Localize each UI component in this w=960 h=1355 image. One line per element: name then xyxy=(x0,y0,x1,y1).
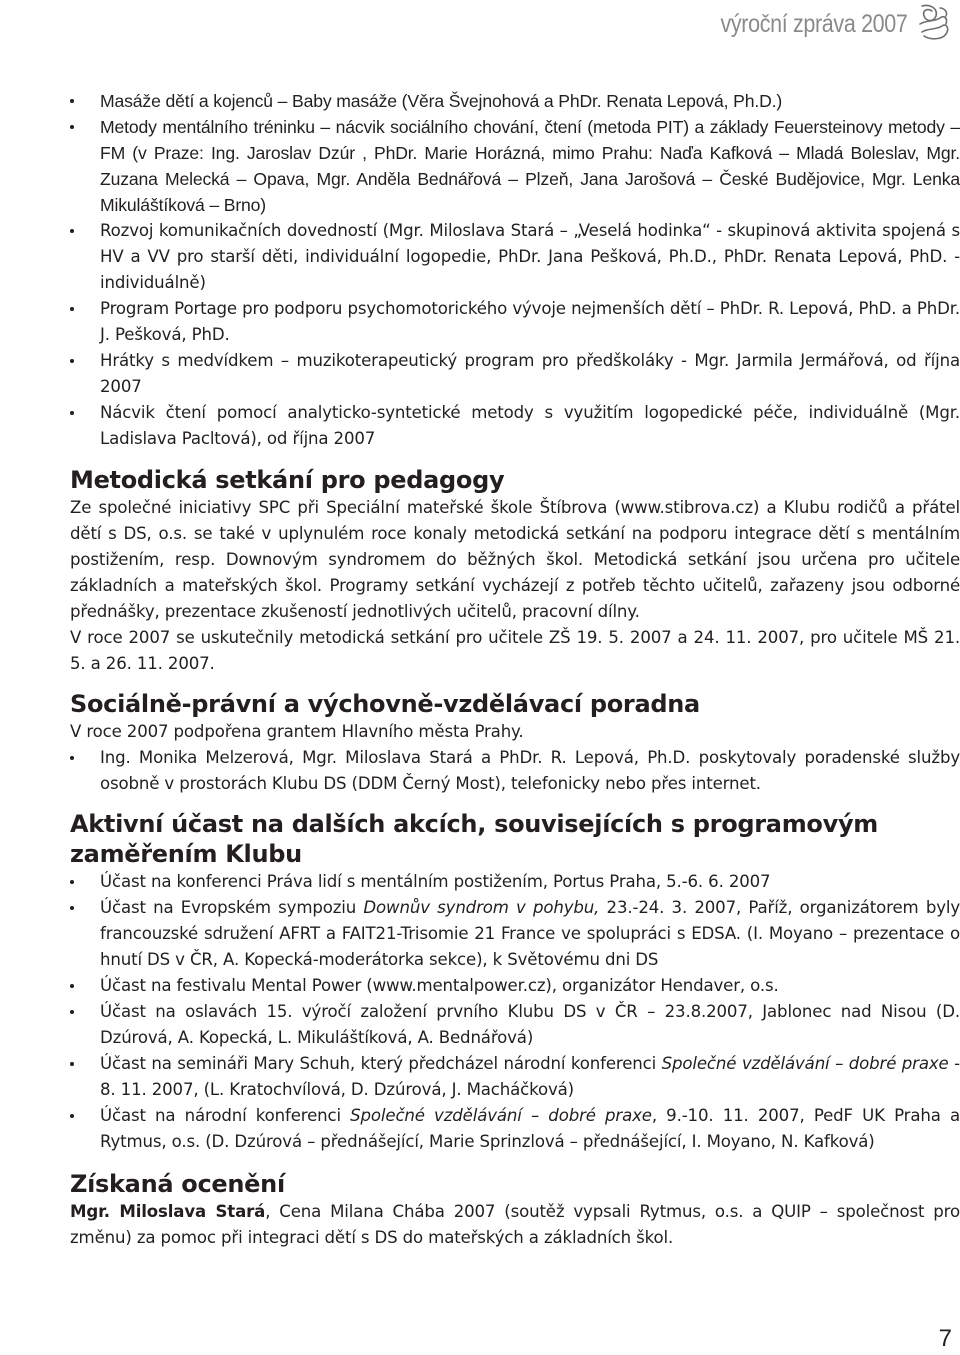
list-item: Program Portage pro podporu psychomotorického vývoje nejmenších dětí – PhDr. R. Lepová, PhD. a PhDr. J. Pešková, PhD. xyxy=(70,296,960,348)
list-item: Nácvik čtení pomocí analyticko-syntetické metody s využitím logopedické péče, individuálně (Mgr. Ladislava Pacltová), od října 2007 xyxy=(70,400,960,452)
report-title: výroční zpráva 2007 xyxy=(720,9,908,38)
counseling-list xyxy=(70,745,960,797)
list-item: Ing. Monika Melzerová, Mgr. Miloslava Stará a PhDr. R. Lepová, Ph.D. poskytovaly poradenské služby osobně v prostorách Klubu DS (DDM Černý Most), telefonicky nebo přes internet. xyxy=(70,745,960,797)
item-text: - 8. 11. 2007, (L. Kratochvílová, D. Dzúrová, J. Macháčková) xyxy=(100,1054,960,1099)
page-number: 7 xyxy=(938,1325,952,1352)
list-item: Hrátky s medvídkem – muzikoterapeutický program pro předškoláky - Mgr. Jarmila Jermářová, od října 2007 xyxy=(70,348,960,400)
item-text: Účast na Evropském sympoziu xyxy=(100,898,364,917)
award-text: , Cena Milana Chába 2007 (soutěž vypsali Rytmus, o.s. a QUIP – společnost pro změnu) za pomoc při integraci dětí s DS do mateřských a základních škol. xyxy=(70,1202,960,1247)
item-text: , 9.-10. 11. 2007, PedF UK Praha a Rytmus, o.s. (D. Dzúrová – přednášející, Marie Sprinzlová – přednášející, I. Moyano, N. Kafková) xyxy=(100,1106,960,1151)
list-item: Masáže dětí a kojenců – Baby masáže (Věra Švejnohová a PhDr. Renata Lepová, Ph.D.) xyxy=(70,88,960,114)
paragraph xyxy=(70,1199,960,1251)
event-title: Společné vzdělávání – dobré praxe xyxy=(350,1106,652,1125)
section-heading-counseling: Sociálně-právní a výchovně-vzdělávací poradna xyxy=(70,690,700,718)
list-item: Rozvoj komunikačních dovedností (Mgr. Miloslava Stará – „Veselá hodinka“ - skupinová aktivita spojená s HV a VV pro starší děti, individuální logopedie, PhDr. Jana Pešková, Ph.D., PhDr. Renata Lepová, PhD. - individuálně) xyxy=(70,218,960,296)
section-heading-awards: Získaná ocenění xyxy=(70,1170,285,1198)
list-item xyxy=(70,1051,960,1103)
awardee-name: Mgr. Miloslava Stará xyxy=(70,1202,266,1221)
section-heading-activities: Aktivní účast na dalších akcích, souvisejících s programovým zaměřením Klubu xyxy=(70,810,878,868)
list-item xyxy=(70,895,960,973)
section-heading-methodical-meetings: Metodická setkání pro pedagogy xyxy=(70,466,505,494)
paragraph: Ze společné iniciativy SPC při Speciální mateřské škole Štíbrova (www.stibrova.cz) a Klubu rodičů a přátel dětí s DS, o.s. se také v uplynulém roce konaly metodická setkání na podporu integrace dětí s mentálním postižením, resp. Downovým syndromem do běžných škol. Metodická setkání jsou určena pro učitele základních a mateřských škol. Programy setkání vycházejí z potřeb těchto učitelů, zařazeny jsou odborné přednášky, prezentace zkušeností jednotlivých učitelů, pracovní dílny. xyxy=(70,498,960,621)
program-list-intro xyxy=(70,88,960,218)
event-title: Společné vzdělávání – dobré praxe xyxy=(661,1054,949,1073)
list-item: Metody mentálního tréninku – nácvik sociálního chování, čtení (metoda PIT) a základy Feuersteinovy metody – FM (v Praze: Ing. Jaroslav Dzúr , PhDr. Marie Horázná, mimo Prahu: Naďa Kafková – Mladá Boleslav, Mgr. Zuzana Melecká – Opava, Mgr. Anděla Bednářová – Plzeň, Jana Jarošová – České Budějovice, Mgr. Lenka Mikuláštíková – Brno) xyxy=(70,114,960,218)
item-text: 23.-24. 3. 2007, Paříž, organizátorem byly francouzské sdružení AFRT a FAIT21-Trisomie 21 France ve spolupráci s EDSA. (I. Moyano – prezentace o hnutí DS v ČR, A. Kopecká-moderátorka sekce), k Světovému dni DS xyxy=(100,898,960,969)
program-list xyxy=(70,218,960,452)
handshake-logo-icon xyxy=(916,2,952,46)
activities-list xyxy=(70,869,960,1155)
event-title: Downův syndrom v pohybu, xyxy=(363,898,600,917)
item-text: Účast na semináři Mary Schuh, který předcházel národní konferenci xyxy=(100,1054,662,1073)
list-item: Účast na konferenci Práva lidí s mentálním postižením, Portus Praha, 5.-6. 6. 2007 xyxy=(70,869,960,895)
list-item: Účast na oslavách 15. výročí založení prvního Klubu DS v ČR – 23.8.2007, Jablonec nad Nisou (D. Dzúrová, A. Kopecká, L. Mikuláštíková, A. Bednářová) xyxy=(70,999,960,1051)
list-item xyxy=(70,1103,960,1155)
item-text: Účast na národní konferenci xyxy=(100,1106,351,1125)
page-header xyxy=(690,4,952,44)
paragraph: V roce 2007 podpořena grantem Hlavního města Prahy. xyxy=(70,722,524,741)
document-body xyxy=(70,88,960,1251)
paragraph: V roce 2007 se uskutečnily metodická setkání pro učitele ZŠ 19. 5. 2007 a 24. 11. 2007, pro učitele MŠ 21. 5. a 26. 11. 2007. xyxy=(70,628,960,673)
list-item: Účast na festivalu Mental Power (www.mentalpower.cz), organizátor Hendaver, o.s. xyxy=(70,973,960,999)
